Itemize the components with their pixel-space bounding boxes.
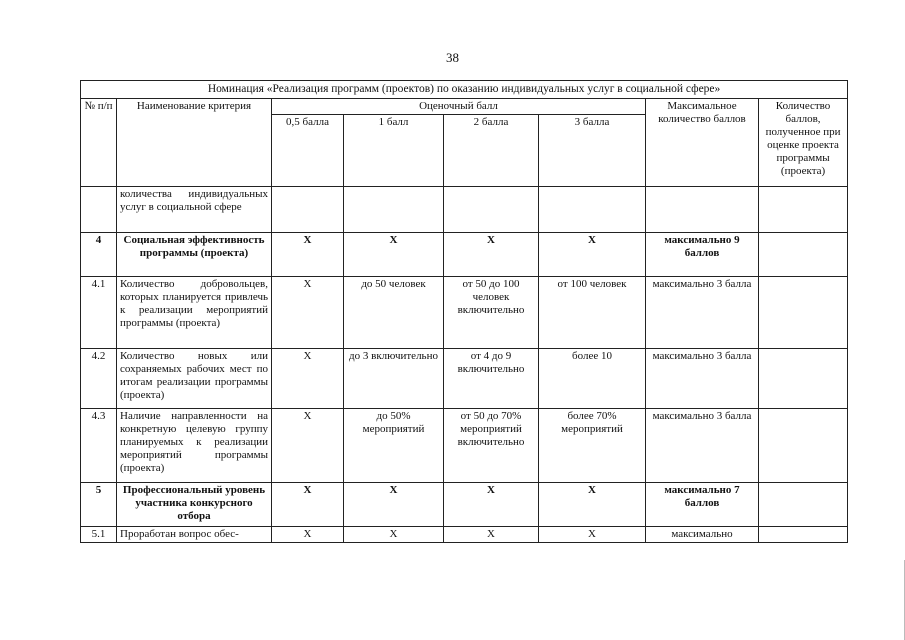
row-max: максимально 3 балла: [646, 349, 759, 409]
row-received: [759, 527, 848, 543]
row-criterion: Наличие направленности на конкретную целевую группу планируемых к реализации мероприятий программы (проекта): [117, 409, 272, 483]
nomination-title: Номинация «Реализация программ (проектов) по оказанию индивидуальных услуг в социальной сфере»: [81, 81, 848, 99]
header-score-3: 3 балла: [539, 115, 646, 187]
row-criterion: Социальная эффективность программы (проекта): [117, 233, 272, 277]
row-criterion: Проработан вопрос обес-: [117, 527, 272, 543]
row-score-2: от 50 до 100 человек включительно: [444, 277, 539, 349]
row-received: [759, 233, 848, 277]
row-num: 4.2: [81, 349, 117, 409]
header-score-1: 1 балл: [344, 115, 444, 187]
row-score-2: [444, 187, 539, 233]
row-score-1: X: [344, 483, 444, 527]
row-num: 4.3: [81, 409, 117, 483]
header-score-2: 2 балла: [444, 115, 539, 187]
row-score-1: X: [344, 527, 444, 543]
row-num: 5: [81, 483, 117, 527]
header-score-05: 0,5 балла: [272, 115, 344, 187]
row-max: [646, 187, 759, 233]
row-score-1: до 3 включительно: [344, 349, 444, 409]
row-score-05: X: [272, 483, 344, 527]
row-score-1: X: [344, 233, 444, 277]
table-row: [81, 187, 848, 233]
header-num: № п/п: [81, 99, 117, 187]
row-max: максимально 7 баллов: [646, 483, 759, 527]
row-num: 5.1: [81, 527, 117, 543]
row-score-3: от 100 человек: [539, 277, 646, 349]
row-received: [759, 277, 848, 349]
header-criterion: Наименование критерия: [117, 99, 272, 187]
table-row: [81, 483, 848, 527]
row-score-2: X: [444, 233, 539, 277]
row-max: максимально 3 балла: [646, 409, 759, 483]
table-row: [81, 277, 848, 349]
row-num: 4.1: [81, 277, 117, 349]
row-criterion: Профессиональный уровень участника конкурсного отбора: [117, 483, 272, 527]
row-score-3: X: [539, 483, 646, 527]
row-criterion: Количество новых или сохраняемых рабочих мест по итогам реализации программы (проекта): [117, 349, 272, 409]
row-received: [759, 187, 848, 233]
row-max: максимально 9 баллов: [646, 233, 759, 277]
row-score-1: до 50 человек: [344, 277, 444, 349]
table-row: [81, 527, 848, 543]
row-received: [759, 483, 848, 527]
row-score-1: до 50% мероприятий: [344, 409, 444, 483]
row-score-05: X: [272, 527, 344, 543]
row-score-05: X: [272, 233, 344, 277]
row-score-05: [272, 187, 344, 233]
row-score-05: X: [272, 277, 344, 349]
row-score-3: более 10: [539, 349, 646, 409]
row-score-1: [344, 187, 444, 233]
row-score-2: от 4 до 9 включительно: [444, 349, 539, 409]
row-criterion: количества индивидуальных услуг в социальной сфере: [117, 187, 272, 233]
row-score-3: более 70% мероприятий: [539, 409, 646, 483]
row-score-05: X: [272, 409, 344, 483]
row-score-2: X: [444, 483, 539, 527]
header-received: Количество баллов, полученное при оценке проекта программы (проекта): [759, 99, 848, 187]
criteria-table: [80, 80, 848, 543]
table-row: [81, 409, 848, 483]
row-criterion: Количество добровольцев, которых планируется привлечь к реализации мероприятий программы (проекта): [117, 277, 272, 349]
table-row: [81, 233, 848, 277]
row-received: [759, 409, 848, 483]
page-number: 38: [446, 50, 459, 65]
row-num: [81, 187, 117, 233]
header-max: Максимальное количество баллов: [646, 99, 759, 187]
row-num: 4: [81, 233, 117, 277]
row-score-3: X: [539, 233, 646, 277]
row-max: максимально 3 балла: [646, 277, 759, 349]
row-score-3: [539, 187, 646, 233]
row-score-05: X: [272, 349, 344, 409]
header-score-group: Оценочный балл: [272, 99, 646, 115]
row-score-2: X: [444, 527, 539, 543]
row-received: [759, 349, 848, 409]
row-max: максимально: [646, 527, 759, 543]
row-score-2: от 50 до 70% мероприятий включительно: [444, 409, 539, 483]
table-row: [81, 349, 848, 409]
row-score-3: X: [539, 527, 646, 543]
